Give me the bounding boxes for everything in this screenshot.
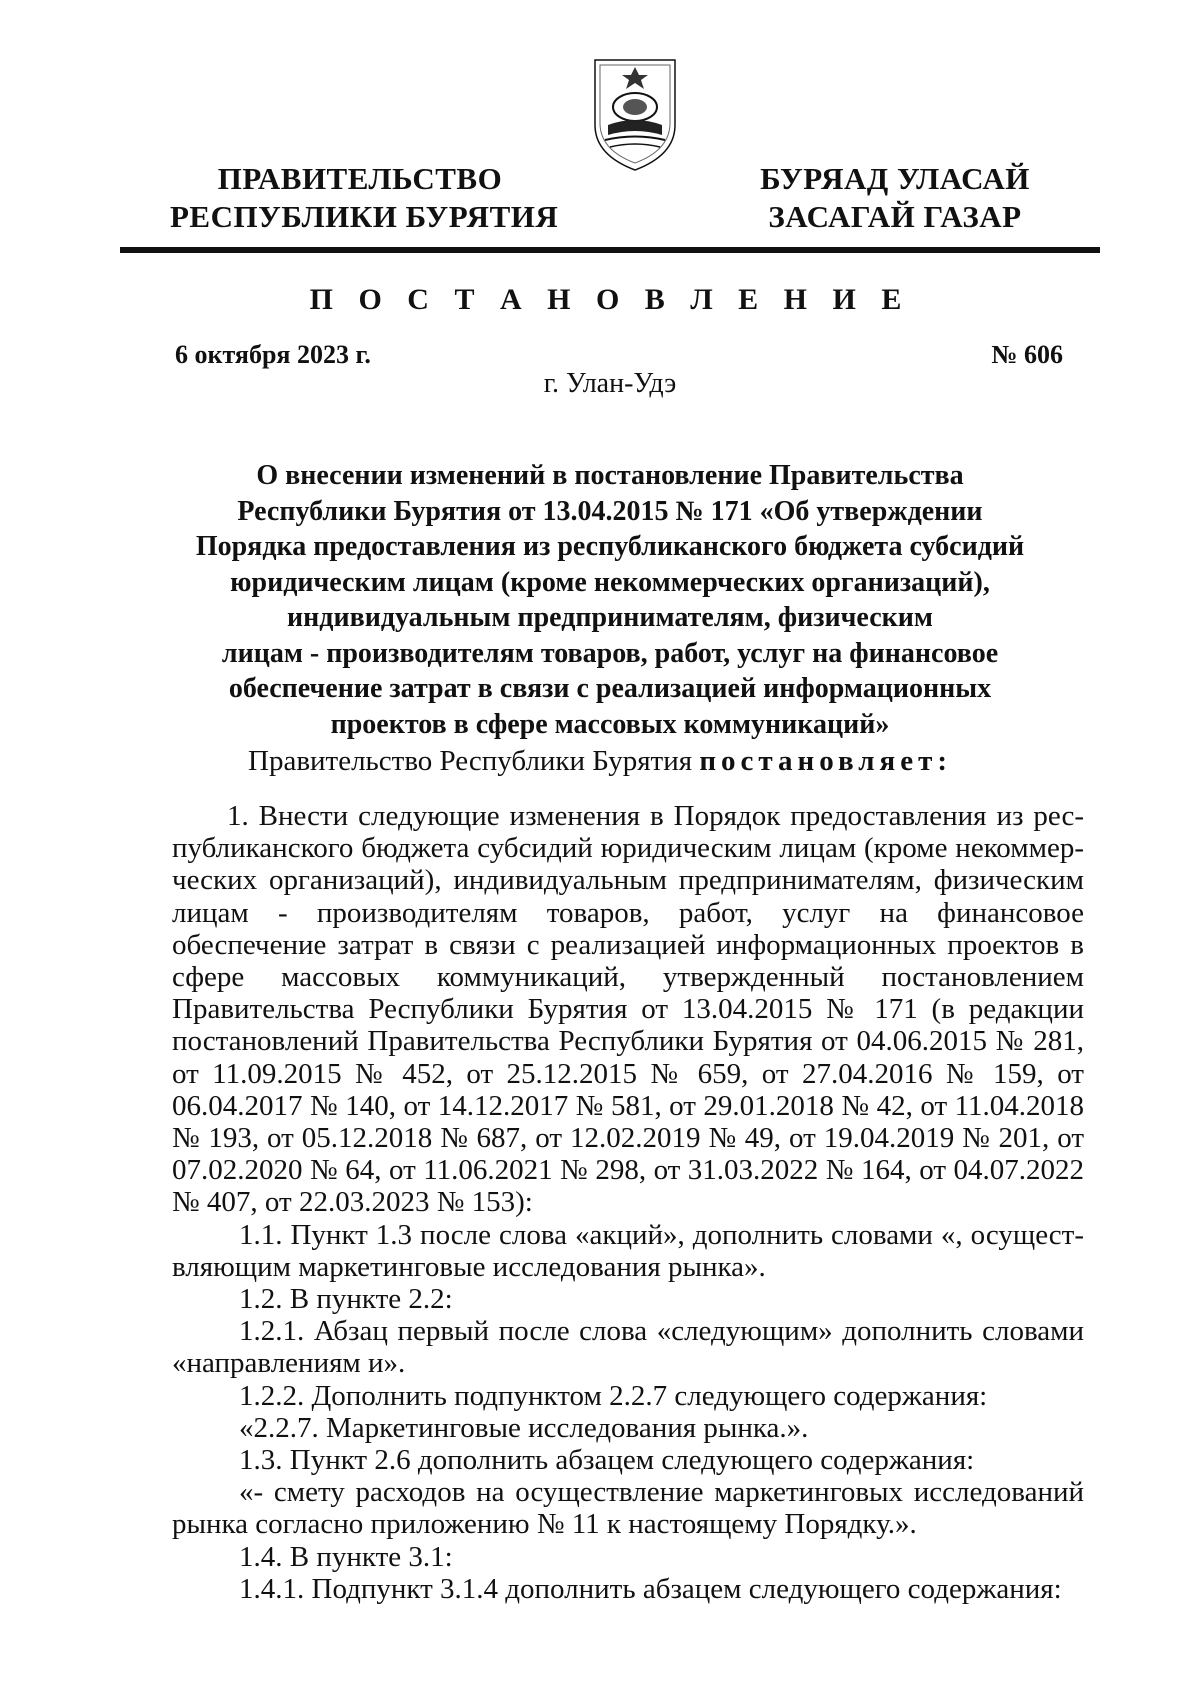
title-line: Республики Бурятия от 13.04.2015 № 171 «Об утверждении: [237, 495, 983, 527]
document-type-heading: П О С Т А Н О В Л Е Н И Е: [309, 283, 911, 316]
body-paragraph: 1.1. Пункт 1.3 после слова «акций», дополнить словами «, осущест-вляющим маркетинговые исследования рынка».: [172, 1218, 1084, 1283]
body-paragraph: 1.2.1. Абзац первый после слова «следующим» дополнить словами «направлениям и».: [172, 1315, 1084, 1380]
document-city: г. Улан-Удэ: [543, 368, 677, 399]
title-line: юридическим лицам (кроме некоммерческих организаций),: [230, 566, 990, 598]
body-paragraph: 1.3. Пункт 2.6 дополнить абзацем следующего содержания:: [239, 1444, 975, 1477]
body-paragraph: 1.2. В пункте 2.2:: [239, 1283, 453, 1316]
title-line: лицам - производителям товаров, работ, услуг на финансовое: [221, 637, 999, 669]
body-paragraph: «2.2.7. Маркетинговые исследования рынка.».: [239, 1411, 809, 1444]
title-line: обеспечение затрат в связи с реализацией информационных: [228, 673, 992, 704]
body-paragraph: 1.2.2. Дополнить подпунктом 2.2.7 следующего содержания:: [239, 1379, 988, 1412]
body-paragraph: «- смету расходов на осуществление маркетинговых исследований рынка согласно приложению № 11 к настоящему Порядку.».: [172, 1476, 1084, 1541]
body-paragraph: 1.4. В пункте 3.1:: [239, 1540, 453, 1573]
document-body: [172, 800, 1084, 1605]
issuer-line-2: РЕСПУБЛИКИ БУРЯТИЯ: [170, 199, 559, 234]
issuer-buryat-line-1: БУРЯАД УЛАСАЙ: [760, 161, 1030, 196]
header-divider: [120, 247, 1100, 253]
title-line: индивидуальным предпринимателям, физическим: [287, 602, 933, 633]
issuer-name-buryat: [745, 160, 1045, 236]
preamble-text: Правительство Республики Бурятия: [248, 745, 700, 777]
preamble: [248, 745, 952, 778]
coat-of-arms-emblem-icon: [590, 55, 680, 175]
title-line: проектов в сфере массовых коммуникаций»: [330, 708, 890, 740]
issuer-name-russian: [170, 160, 559, 236]
document-title: [150, 458, 1070, 742]
body-paragraph: 1. Внести следующие изменения в Порядок предоставления из рес-публиканского бюджета субсидий юридическим лицам (кроме некоммер-ческих организаций), индивидуальным предпринимателям, физическим лицам - производителям товаров, работ, услуг на финансовое обеспечение затрат в связи с реализацией информационных проектов в сфере массовых коммуникаций, утвержденный постановлением Правительства Республики Бурятия от 13.04.2015 № 171 (в редакции постановлений Правительства Республики Бурятия от 04.06.2015 № 281, от 11.09.2015 № 452, от 25.12.2015 № 659, от 27.04.2016 № 159, от 06.04.2017 № 140, от 14.12.2017 № 581, от 29.01.2018 № 42, от 11.04.2018 № 193, от 05.12.2018 № 687, от 12.02.2019 № 49, от 19.04.2019 № 201, от 07.02.2020 № 64, от 11.06.2021 № 298, от 31.03.2022 № 164, от 04.07.2022 № 407, от 22.03.2023 № 153):: [172, 800, 1084, 1219]
issuer-line-1: ПРАВИТЕЛЬСТВО: [217, 161, 503, 196]
body-paragraph: 1.4.1. Подпункт 3.1.4 дополнить абзацем следующего содержания:: [239, 1572, 1062, 1605]
preamble-emphasis: постановляет:: [699, 745, 953, 777]
issuer-buryat-line-2: ЗАСАГАЙ ГАЗАР: [768, 199, 1022, 234]
title-line: О внесении изменений в постановление Правительства: [256, 460, 964, 491]
document-date: 6 октября 2023 г.: [175, 340, 371, 369]
document-number: № 606: [991, 340, 1063, 369]
title-line: Порядка предоставления из республиканского бюджета субсидий: [195, 531, 1025, 562]
